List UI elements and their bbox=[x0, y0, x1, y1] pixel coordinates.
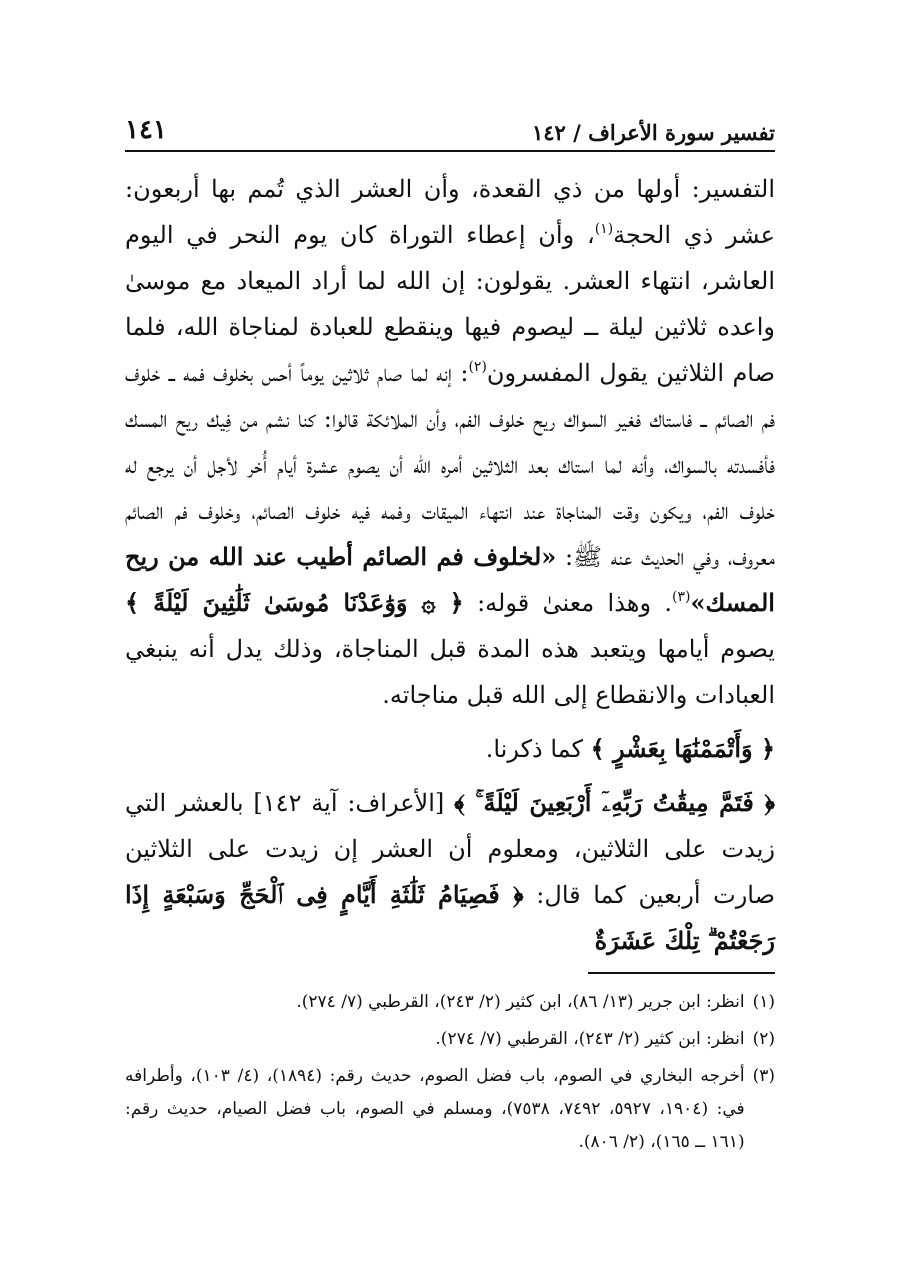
footnotes bbox=[125, 986, 775, 1163]
quran-verse-2: ﴿ وَأَتْمَمْنَٰهَا بِعَشْرٍ ﴾ bbox=[590, 734, 775, 763]
footnote-number: (٢) bbox=[752, 1029, 775, 1049]
paragraph-3-text: [الأعراف: آية ١٤٢] بالعشر التي زيدت على الثلاثين، ومعلوم أن العشر إن زيدت على الثلاثين صارت أربعين كما قال: bbox=[125, 789, 775, 909]
footnote-1 bbox=[125, 986, 775, 1019]
paragraph-1-text-c: : إنه لما صام ثلاثين يوماً أحس بخلوف فمه ــ خلوف فم الصائم ــ فاستاك فغير السواك ريح خلوف الفم، وأن الملائكة قالوا: كنا نشم من فِيك ريح المسك فأفسدته بالسواك، وأنه لما استاك بعد الثلاثين أمره الله أن يصوم عشرة أيام أُخر لأجل أن يرجع له خلوف الفم، ويكون وقت المناجاة عند انتهاء الميقات وفمه فيه خلوف الصائم، وخلوف فم الصائم معروف، وفي الحديث عنه ﷺ: bbox=[125, 359, 775, 571]
footnote-text: انظر: ابن كثير (٢/ ٢٤٣)، القرطبي (٧/ ٢٧٤). bbox=[435, 1029, 745, 1049]
paragraph-1-text-e: يصوم أيامها ويتعبد هذه المدة قبل المناجاة، وذلك يدل أنه ينبغي العبادات والانقطاع إلى الله قبل مناجاته. bbox=[125, 635, 775, 709]
page-header bbox=[125, 105, 775, 145]
footnote-ref-1: (١) bbox=[594, 221, 614, 237]
hadith-quote: «لخلوف فم الصائم أطيب عند الله من ريح المسك» bbox=[125, 542, 775, 617]
paragraph-2-text: كما ذكرنا. bbox=[485, 735, 591, 763]
quran-verse-1: ﴿ ۞ وَوَٰعَدْنَا مُوسَىٰ ثَلَٰثِينَ لَيْلَةً ﴾ bbox=[125, 588, 464, 617]
footnote-3 bbox=[125, 1060, 775, 1159]
paragraph-1-text-b: ، وأن إعطاء التوراة كان يوم النحر في اليوم العاشر، انتهاء العشر. يقولون: إن الله لما أراد الميعاد مع موسىٰ واعده ثلاثين ليلة ــ ليصوم فيها وينقطع للعبادة لمناجاة الله، فلما صام الثلاثين يقول المفسرون bbox=[125, 221, 776, 387]
page-number: ١٤١ bbox=[125, 115, 167, 145]
footnote-rule bbox=[588, 972, 775, 974]
quran-verse-4: ﴿ فَصِيَامُ ثَلَٰثَةِ أَيَّامٍ فِى ٱلْحَجِّ وَسَبْعَةٍ إِذَا رَجَعْتُمْ ۗ تِلْكَ عَشَرَةٌ bbox=[125, 880, 775, 955]
quran-verse-3: ﴿ فَتَمَّ مِيقَٰتُ رَبِّهِۦٓ أَرْبَعِينَ لَيْلَةً ۚ ﴾ bbox=[454, 788, 775, 817]
footnote-number: (٣) bbox=[752, 1066, 775, 1086]
footnote-text: أخرجه البخاري في الصوم، باب فضل الصوم، حديث رقم: (١٨٩٤)، (٤/ ١٠٣)، وأطرافه في: (١٩٠٤، ٥٩٢٧، ٧٤٩٢، ٧٥٣٨)، ومسلم في الصوم، باب فضل الصيام، حديث رقم: (١٦١ ــ ١٦٥)، (٢/ ٨٠٦). bbox=[125, 1066, 745, 1152]
footnote-number: (١) bbox=[752, 992, 775, 1012]
header-rule bbox=[125, 150, 775, 152]
footnote-ref-2: (٢) bbox=[468, 359, 487, 375]
paragraph-1-text-d: . وهذا معنىٰ قوله: bbox=[463, 589, 673, 617]
running-title: تفسير سورة الأعراف / ١٤٢ bbox=[531, 120, 775, 145]
paragraph-3 bbox=[125, 780, 775, 964]
main-text bbox=[125, 166, 775, 964]
paragraph-2 bbox=[125, 726, 775, 772]
paragraph-1 bbox=[125, 166, 775, 718]
footnote-2 bbox=[125, 1023, 775, 1056]
footnote-ref-3: (٣) bbox=[672, 589, 691, 605]
paragraph-1-text-a: التفسير: أولها من ذي القعدة، وأن العشر الذي تُمم بها أربعون: عشر ذي الحجة bbox=[125, 175, 775, 249]
footnote-text: انظر: ابن جرير (١٣/ ٨٦)، ابن كثير (٢/ ٢٤٣)، القرطبي (٧/ ٢٧٤). bbox=[296, 992, 745, 1012]
